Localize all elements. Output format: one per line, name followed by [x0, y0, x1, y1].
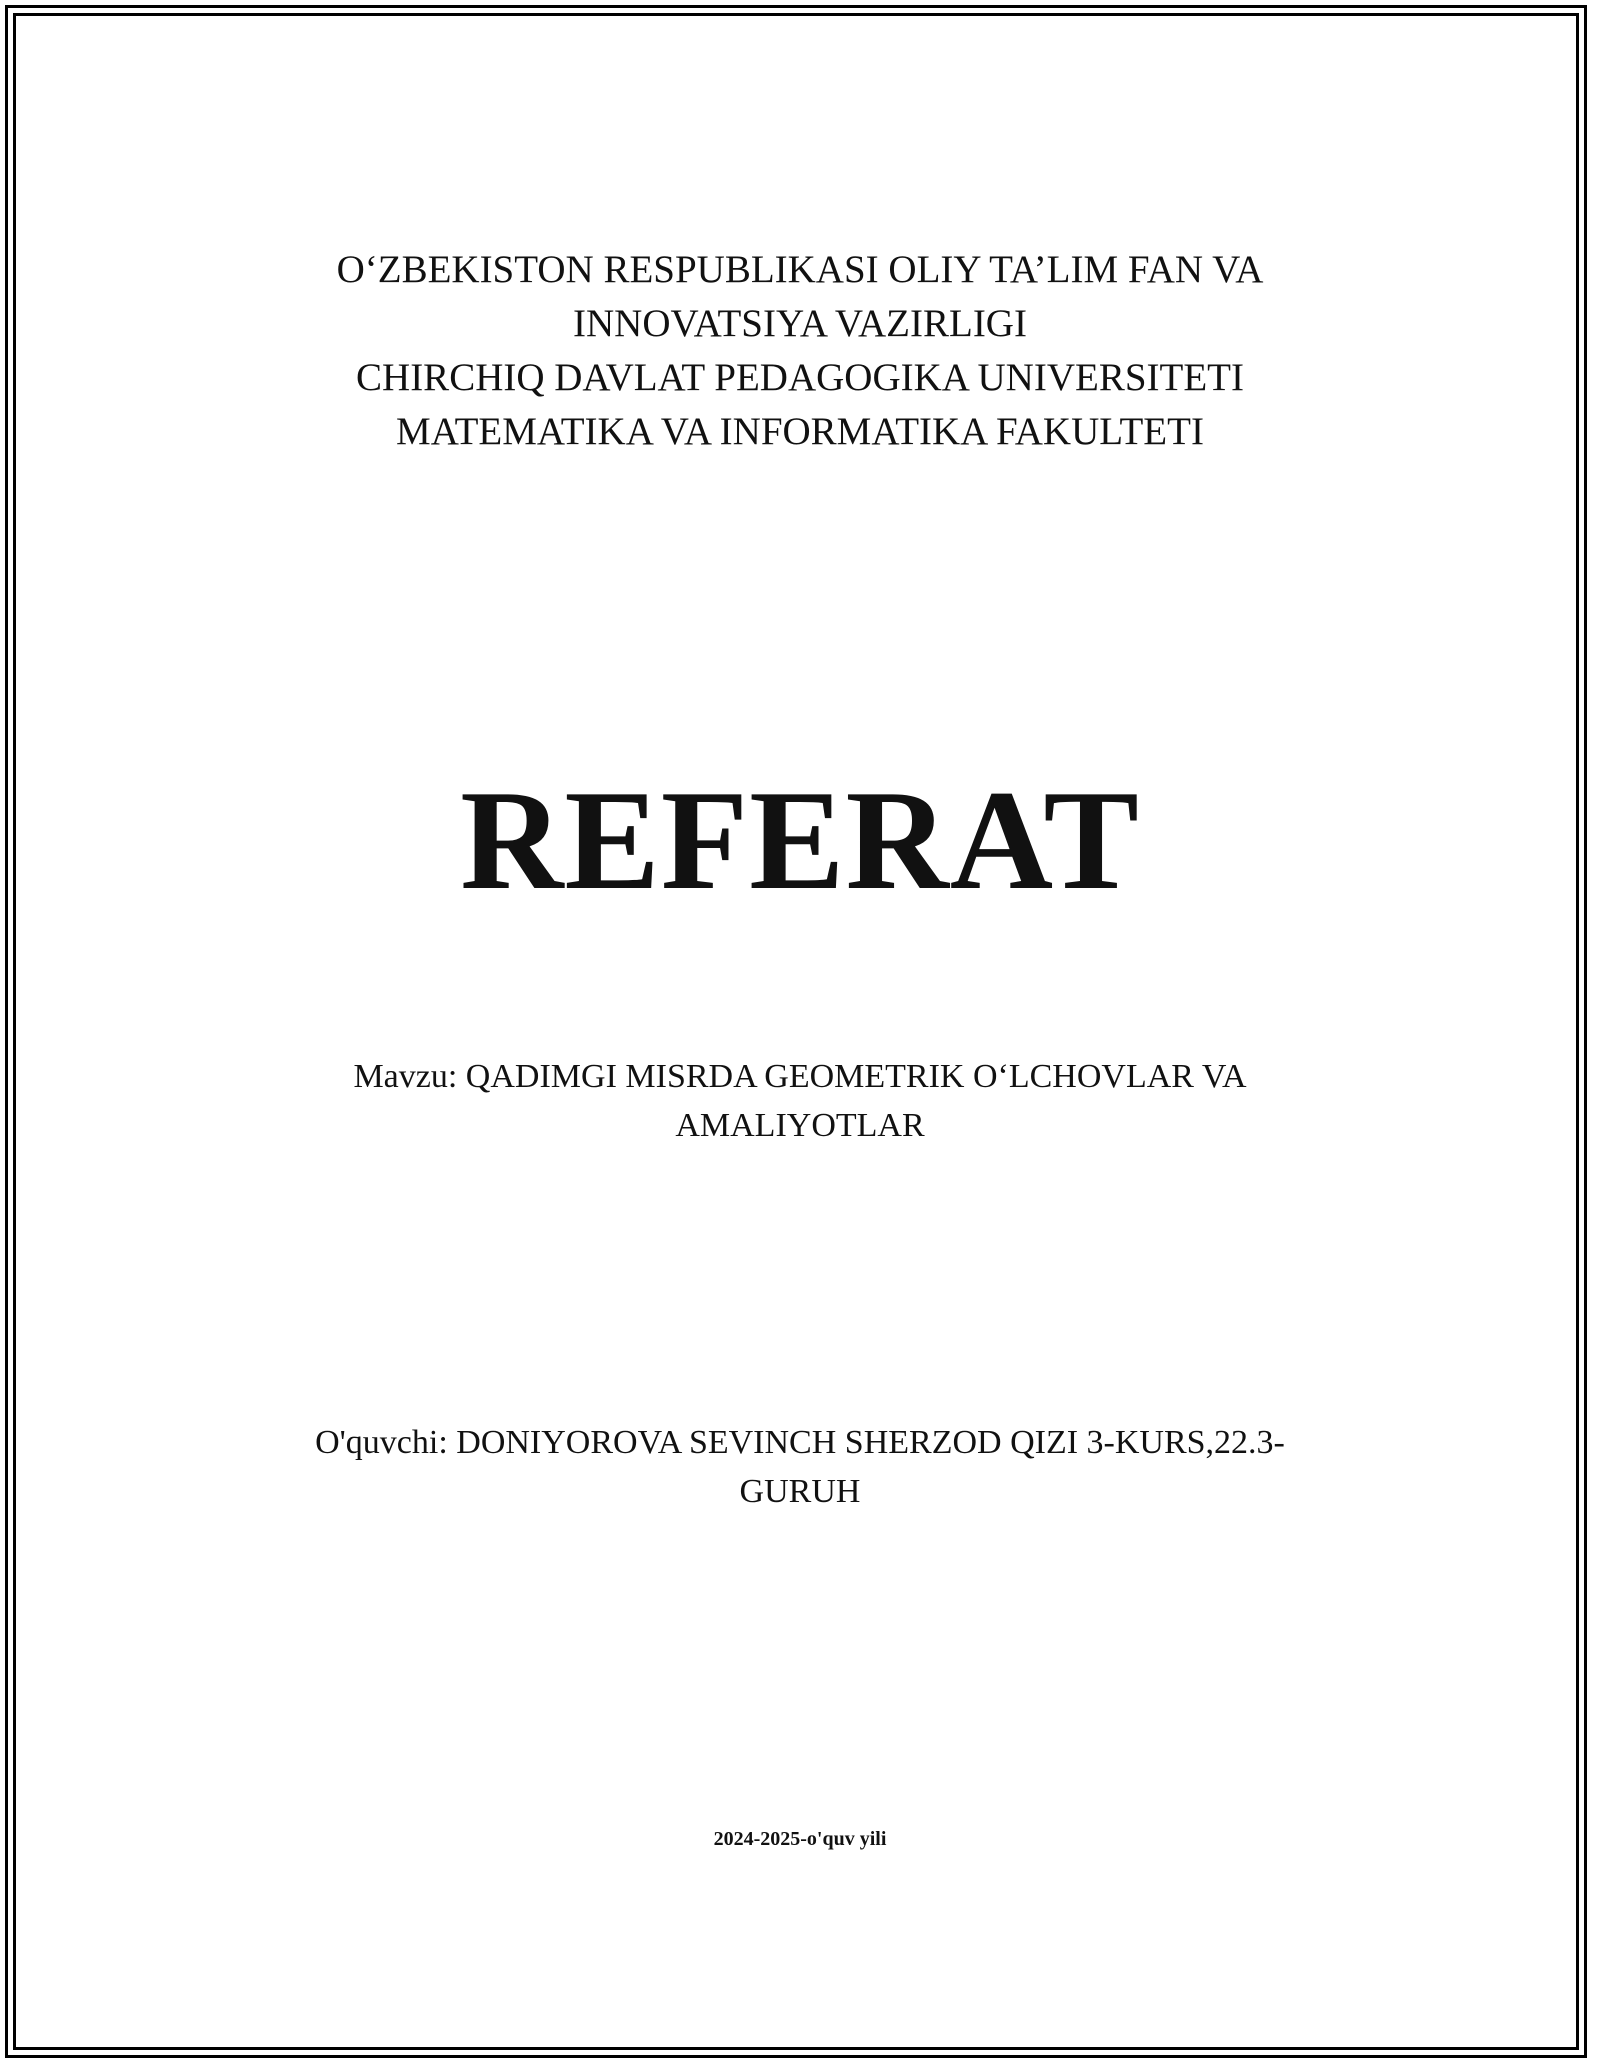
student-block	[0, 1418, 1600, 1516]
topic-block	[0, 1052, 1600, 1150]
topic-line-1: Mavzu: QADIMGI MISRDA GEOMETRIK O‘LCHOVLAR VA	[353, 1058, 1247, 1095]
document-title: REFERAT	[460, 761, 1140, 919]
header-line-2: INNOVATSIYA VAZIRLIGI	[573, 302, 1027, 345]
header-line-4: MATEMATIKA VA INFORMATIKA FAKULTETI	[396, 410, 1204, 453]
student-line-1: O'quvchi: DONIYOROVA SEVINCH SHERZOD QIZI 3-KURS,22.3-	[315, 1424, 1285, 1461]
student-line-2: GURUH	[739, 1473, 861, 1510]
topic-line-2: AMALIYOTLAR	[675, 1107, 925, 1144]
header-line-3: CHIRCHIQ DAVLAT PEDAGOGIKA UNIVERSITETI	[356, 356, 1244, 399]
academic-year: 2024-2025-o'quv yili	[713, 1828, 887, 1850]
institution-header	[0, 243, 1600, 459]
header-line-1: O‘ZBEKISTON RESPUBLIKASI OLIY TA’LIM FAN VA	[336, 248, 1264, 291]
